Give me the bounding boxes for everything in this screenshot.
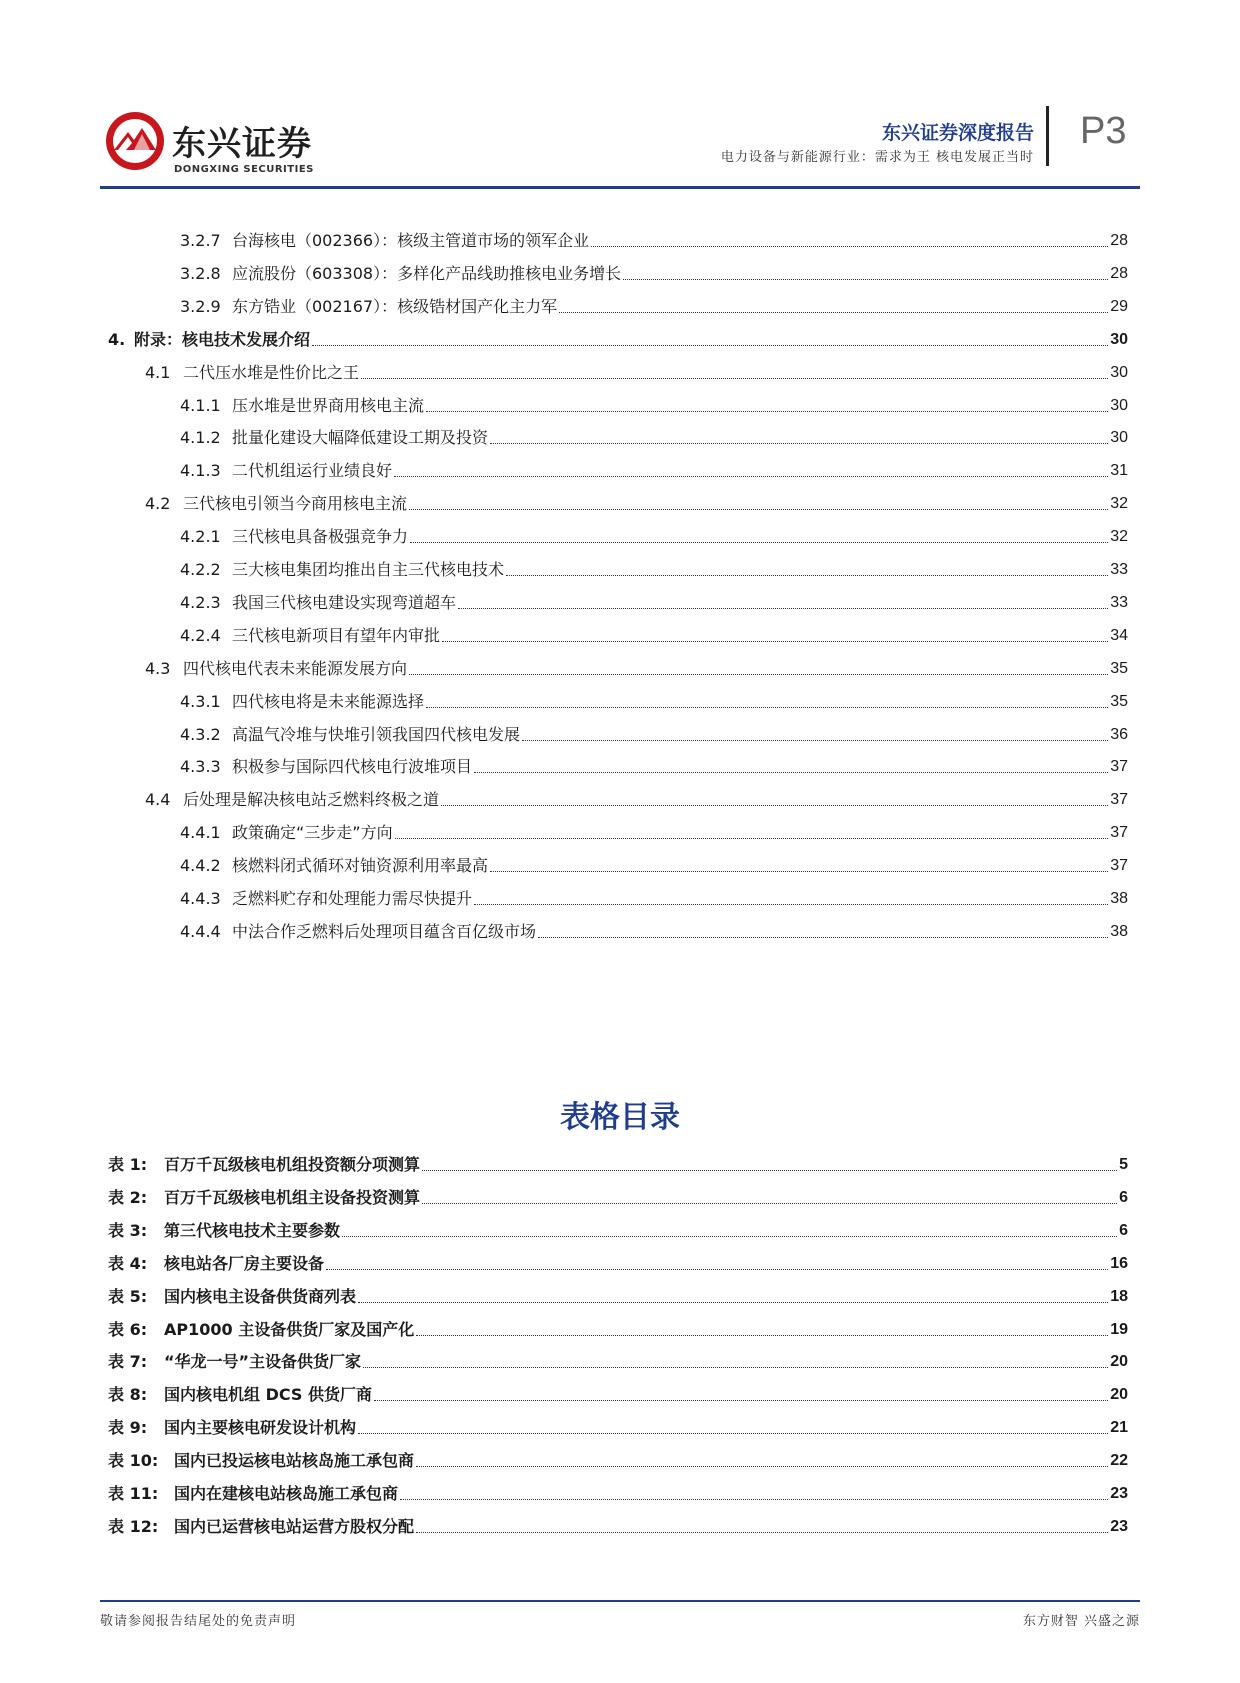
toc-entry-page: 29 xyxy=(1110,298,1128,315)
toc-entry-page: 30 xyxy=(1110,397,1128,414)
toc-entry[interactable] xyxy=(180,919,1128,943)
toc-leader-dots xyxy=(441,805,1108,806)
toc-entry-page: 32 xyxy=(1110,528,1128,545)
toc-entry-number: 4.3.3 xyxy=(180,757,221,776)
toc-entry-page: 38 xyxy=(1110,890,1128,907)
toc-leader-dots xyxy=(623,279,1108,280)
toc-leader-dots xyxy=(490,871,1108,872)
table-toc-label: 表 6: xyxy=(108,1320,148,1339)
table-toc-entry[interactable] xyxy=(108,1317,1128,1341)
table-toc-entry[interactable] xyxy=(108,1218,1128,1242)
toc-leader-dots xyxy=(374,1400,1108,1401)
toc-entry-title: 核燃料闭式循环对铀资源利用率最高 xyxy=(232,856,489,875)
footer-rule xyxy=(100,1600,1140,1602)
toc-entry-title: 压水堆是世界商用核电主流 xyxy=(232,396,425,415)
toc-leader-dots xyxy=(474,904,1108,905)
toc-entry-number: 4.1 xyxy=(145,363,171,382)
toc-leader-dots xyxy=(416,1335,1108,1336)
toc-entry[interactable] xyxy=(145,656,1128,680)
toc-leader-dots xyxy=(538,937,1108,938)
toc-entry[interactable] xyxy=(145,787,1128,811)
table-toc-title: 国内在建核电站核岛施工承包商 xyxy=(174,1484,399,1503)
toc-leader-dots xyxy=(591,246,1108,247)
company-logo xyxy=(104,110,404,180)
table-toc-entry[interactable] xyxy=(108,1349,1128,1373)
toc-entry-page: 37 xyxy=(1110,824,1128,841)
footer-disclaimer: 敬请参阅报告结尾处的免责声明 xyxy=(100,1614,297,1629)
toc-leader-dots xyxy=(326,1269,1108,1270)
toc-entry-number: 4.2 xyxy=(145,494,171,513)
table-toc-title: 表格目录 xyxy=(560,1100,680,1135)
toc-leader-dots xyxy=(490,443,1108,444)
table-toc-title: AP1000 主设备供货厂家及国产化 xyxy=(164,1320,415,1339)
toc-entry-page: 28 xyxy=(1110,232,1128,249)
toc-entry-page: 33 xyxy=(1110,561,1128,578)
table-toc-label: 表 8: xyxy=(108,1385,148,1404)
table-toc-title: 国内主要核电研发设计机构 xyxy=(164,1418,357,1437)
toc-leader-dots xyxy=(559,312,1108,313)
toc-leader-dots xyxy=(410,542,1108,543)
toc-entry-page: 33 xyxy=(1110,594,1128,611)
toc-leader-dots xyxy=(416,1532,1108,1533)
toc-entry-title: 台海核电（002366）：核级主管道市场的领军企业 xyxy=(232,231,590,250)
table-toc-label: 表 3: xyxy=(108,1221,148,1240)
toc-entry-number: 4.4 xyxy=(145,790,171,809)
toc-entry[interactable] xyxy=(145,360,1128,384)
toc-entry-number: 4.1.2 xyxy=(180,428,221,447)
table-toc-page: 21 xyxy=(1110,1419,1128,1436)
table-toc-page: 6 xyxy=(1119,1189,1128,1206)
table-toc-page: 23 xyxy=(1110,1485,1128,1502)
table-toc-label: 表 11: xyxy=(108,1484,159,1503)
toc-leader-dots xyxy=(474,772,1108,773)
toc-entry-number: 4.4.1 xyxy=(180,823,221,842)
toc-entry-page: 37 xyxy=(1110,857,1128,874)
toc-entry-number: 4.1.1 xyxy=(180,396,221,415)
toc-entry-page: 37 xyxy=(1110,791,1128,808)
toc-leader-dots xyxy=(426,411,1108,412)
toc-entry-page: 30 xyxy=(1110,429,1128,446)
toc-entry-title: 四代核电代表未来能源发展方向 xyxy=(183,659,408,678)
toc-leader-dots xyxy=(522,740,1108,741)
toc-entry-title: 二代机组运行业绩良好 xyxy=(232,461,393,480)
toc-entry-number: 4.2.1 xyxy=(180,527,221,546)
table-toc-page: 18 xyxy=(1110,1288,1128,1305)
toc-entry-title: 政策确定“三步走”方向 xyxy=(232,823,393,842)
table-toc-title: 国内已运营核电站运营方股权分配 xyxy=(174,1517,415,1536)
toc-entry-title: 四代核电将是未来能源选择 xyxy=(232,692,425,711)
report-title: 东兴证券深度报告 xyxy=(881,122,1034,144)
table-toc-entry[interactable] xyxy=(108,1382,1128,1406)
toc-entry[interactable] xyxy=(180,393,1128,417)
table-toc-label: 表 1: xyxy=(108,1155,148,1174)
report-subtitle: 电力设备与新能源行业：需求为王 核电发展正当时 xyxy=(720,150,1034,165)
toc-entry-title: 高温气冷堆与快堆引领我国四代核电发展 xyxy=(232,725,521,744)
toc-leader-dots xyxy=(312,345,1108,346)
toc-entry[interactable] xyxy=(180,425,1128,449)
table-toc-page: 5 xyxy=(1119,1156,1128,1173)
toc-entry[interactable] xyxy=(180,294,1128,318)
toc-leader-dots xyxy=(506,575,1108,576)
table-toc-entry[interactable] xyxy=(108,1448,1128,1472)
toc-entry-number: 4.3 xyxy=(145,659,171,678)
toc-entry-number: 4.3.1 xyxy=(180,692,221,711)
toc-entry-title: 我国三代核电建设实现弯道超车 xyxy=(232,593,457,612)
table-toc-entry[interactable] xyxy=(108,1152,1128,1176)
toc-entry-page: 30 xyxy=(1110,364,1128,381)
toc-entry-page: 35 xyxy=(1110,660,1128,677)
table-toc-title: 第三代核电技术主要参数 xyxy=(164,1221,341,1240)
table-toc-title: 国内核电机组 DCS 供货厂商 xyxy=(164,1385,372,1404)
table-toc-title: 百万千瓦级核电机组投资额分项测算 xyxy=(164,1155,421,1174)
toc-entry-title: 三代核电具备极强竞争力 xyxy=(232,527,409,546)
toc-leader-dots xyxy=(394,476,1108,477)
toc-entry[interactable] xyxy=(180,623,1128,647)
table-toc-label: 表 12: xyxy=(108,1517,159,1536)
toc-leader-dots xyxy=(442,641,1108,642)
toc-entry-title: 后处理是解决核电站乏燃料终极之道 xyxy=(183,790,440,809)
toc-entry-page: 37 xyxy=(1110,758,1128,775)
toc-entry[interactable] xyxy=(180,228,1128,252)
toc-entry[interactable] xyxy=(180,524,1128,548)
header-divider xyxy=(1046,106,1049,166)
logo-company-name: 东兴证券 xyxy=(172,124,312,164)
table-toc-entry[interactable] xyxy=(108,1514,1128,1538)
table-toc-page: 20 xyxy=(1110,1353,1128,1370)
toc-entry-title: 积极参与国际四代核电行波堆项目 xyxy=(232,757,473,776)
table-toc-entry[interactable] xyxy=(108,1185,1128,1209)
toc-entry-number: 4.2.2 xyxy=(180,560,221,579)
toc-leader-dots xyxy=(422,1170,1117,1171)
toc-entry-number: 4.4.4 xyxy=(180,922,221,941)
toc-leader-dots xyxy=(416,1466,1108,1467)
header-rule xyxy=(100,186,1140,189)
toc-entry-title: 三代核电新项目有望年内审批 xyxy=(232,626,441,645)
toc-entry-page: 31 xyxy=(1110,462,1128,479)
toc-leader-dots xyxy=(409,674,1108,675)
table-toc-label: 表 7: xyxy=(108,1352,148,1371)
table-toc-entry[interactable] xyxy=(108,1481,1128,1505)
toc-leader-dots xyxy=(395,838,1109,839)
table-toc-page: 19 xyxy=(1110,1321,1128,1338)
toc-entry[interactable] xyxy=(180,722,1128,746)
toc-entry[interactable] xyxy=(180,261,1128,285)
toc-entry-title: 三代核电引领当今商用核电主流 xyxy=(183,494,408,513)
toc-entry[interactable] xyxy=(180,557,1128,581)
toc-entry[interactable] xyxy=(180,458,1128,482)
table-toc-page: 16 xyxy=(1110,1255,1128,1272)
toc-entry-number: 4.2.3 xyxy=(180,593,221,612)
toc-leader-dots xyxy=(458,608,1108,609)
toc-leader-dots xyxy=(400,1499,1108,1500)
table-toc-label: 表 4: xyxy=(108,1254,148,1273)
table-toc-entry[interactable] xyxy=(108,1284,1128,1308)
table-toc-label: 表 9: xyxy=(108,1418,148,1437)
toc-entry-page: 35 xyxy=(1110,693,1128,710)
toc-entry-page: 28 xyxy=(1110,265,1128,282)
toc-entry-title: 批量化建设大幅降低建设工期及投资 xyxy=(232,428,489,447)
table-toc-label: 表 10: xyxy=(108,1451,159,1470)
toc-entry[interactable] xyxy=(145,491,1128,515)
toc-entry-number: 4.1.3 xyxy=(180,461,221,480)
table-toc-title: 核电站各厂房主要设备 xyxy=(164,1254,325,1273)
table-toc-page: 20 xyxy=(1110,1386,1128,1403)
logo-emblem-icon xyxy=(104,110,166,172)
table-toc-entry[interactable] xyxy=(108,1415,1128,1439)
table-toc-title: 国内已投运核电站核岛施工承包商 xyxy=(174,1451,415,1470)
toc-entry-title: 中法合作乏燃料后处理项目蕴含百亿级市场 xyxy=(232,922,537,941)
toc-entry[interactable] xyxy=(180,754,1128,778)
toc-entry-number: 4.2.4 xyxy=(180,626,221,645)
toc-entry-number: 3.2.8 xyxy=(180,264,221,283)
table-toc-page: 6 xyxy=(1119,1222,1128,1239)
toc-entry[interactable] xyxy=(180,590,1128,614)
toc-leader-dots xyxy=(426,707,1108,708)
table-toc-label: 表 5: xyxy=(108,1287,148,1306)
toc-leader-dots xyxy=(361,378,1108,379)
toc-leader-dots xyxy=(342,1236,1117,1237)
toc-entry-number: 3.2.7 xyxy=(180,231,221,250)
toc-entry[interactable] xyxy=(180,689,1128,713)
page-number: P3 xyxy=(1080,110,1127,152)
toc-entry-number: 4.4.2 xyxy=(180,856,221,875)
toc-entry-title: 附录：核电技术发展介绍 xyxy=(134,330,311,349)
logo-company-name-en: DONGXING SECURITIES xyxy=(174,164,314,175)
toc-entry-page: 36 xyxy=(1110,726,1128,743)
toc-entry-number: 4.3.2 xyxy=(180,725,221,744)
toc-leader-dots xyxy=(358,1433,1108,1434)
table-toc-title: 百万千瓦级核电机组主设备投资测算 xyxy=(164,1188,421,1207)
table-toc-label: 表 2: xyxy=(108,1188,148,1207)
toc-entry[interactable] xyxy=(180,886,1128,910)
toc-entry-page: 38 xyxy=(1110,923,1128,940)
table-toc-title: “华龙一号”主设备供货厂家 xyxy=(164,1352,362,1371)
table-toc-entry[interactable] xyxy=(108,1251,1128,1275)
toc-entry-page: 32 xyxy=(1110,495,1128,512)
toc-entry-title: 东方锆业（002167）：核级锆材国产化主力军 xyxy=(232,297,558,316)
toc-entry-page: 34 xyxy=(1110,627,1128,644)
page-header xyxy=(100,96,1140,192)
toc-leader-dots xyxy=(409,509,1108,510)
table-toc-title: 国内核电主设备供货商列表 xyxy=(164,1287,357,1306)
toc-entry-number: 3.2.9 xyxy=(180,297,221,316)
toc-leader-dots xyxy=(422,1203,1117,1204)
toc-entry[interactable] xyxy=(108,327,1128,351)
toc-entry[interactable] xyxy=(180,853,1128,877)
toc-entry-title: 三大核电集团均推出自主三代核电技术 xyxy=(232,560,505,579)
toc-entry-page: 30 xyxy=(1110,331,1128,348)
toc-entry-title: 乏燃料贮存和处理能力需尽快提升 xyxy=(232,889,473,908)
toc-leader-dots xyxy=(363,1367,1108,1368)
footer-slogan: 东方财智 兴盛之源 xyxy=(1022,1614,1140,1629)
toc-entry-title: 应流股份（603308）：多样化产品线助推核电业务增长 xyxy=(232,264,622,283)
toc-entry-number: 4. xyxy=(108,330,126,349)
table-toc-page: 23 xyxy=(1110,1518,1128,1535)
toc-leader-dots xyxy=(358,1302,1108,1303)
toc-entry[interactable] xyxy=(180,820,1128,844)
toc-entry-number: 4.4.3 xyxy=(180,889,221,908)
toc-entry-title: 二代压水堆是性价比之王 xyxy=(183,363,360,382)
table-toc-page: 22 xyxy=(1110,1452,1128,1469)
